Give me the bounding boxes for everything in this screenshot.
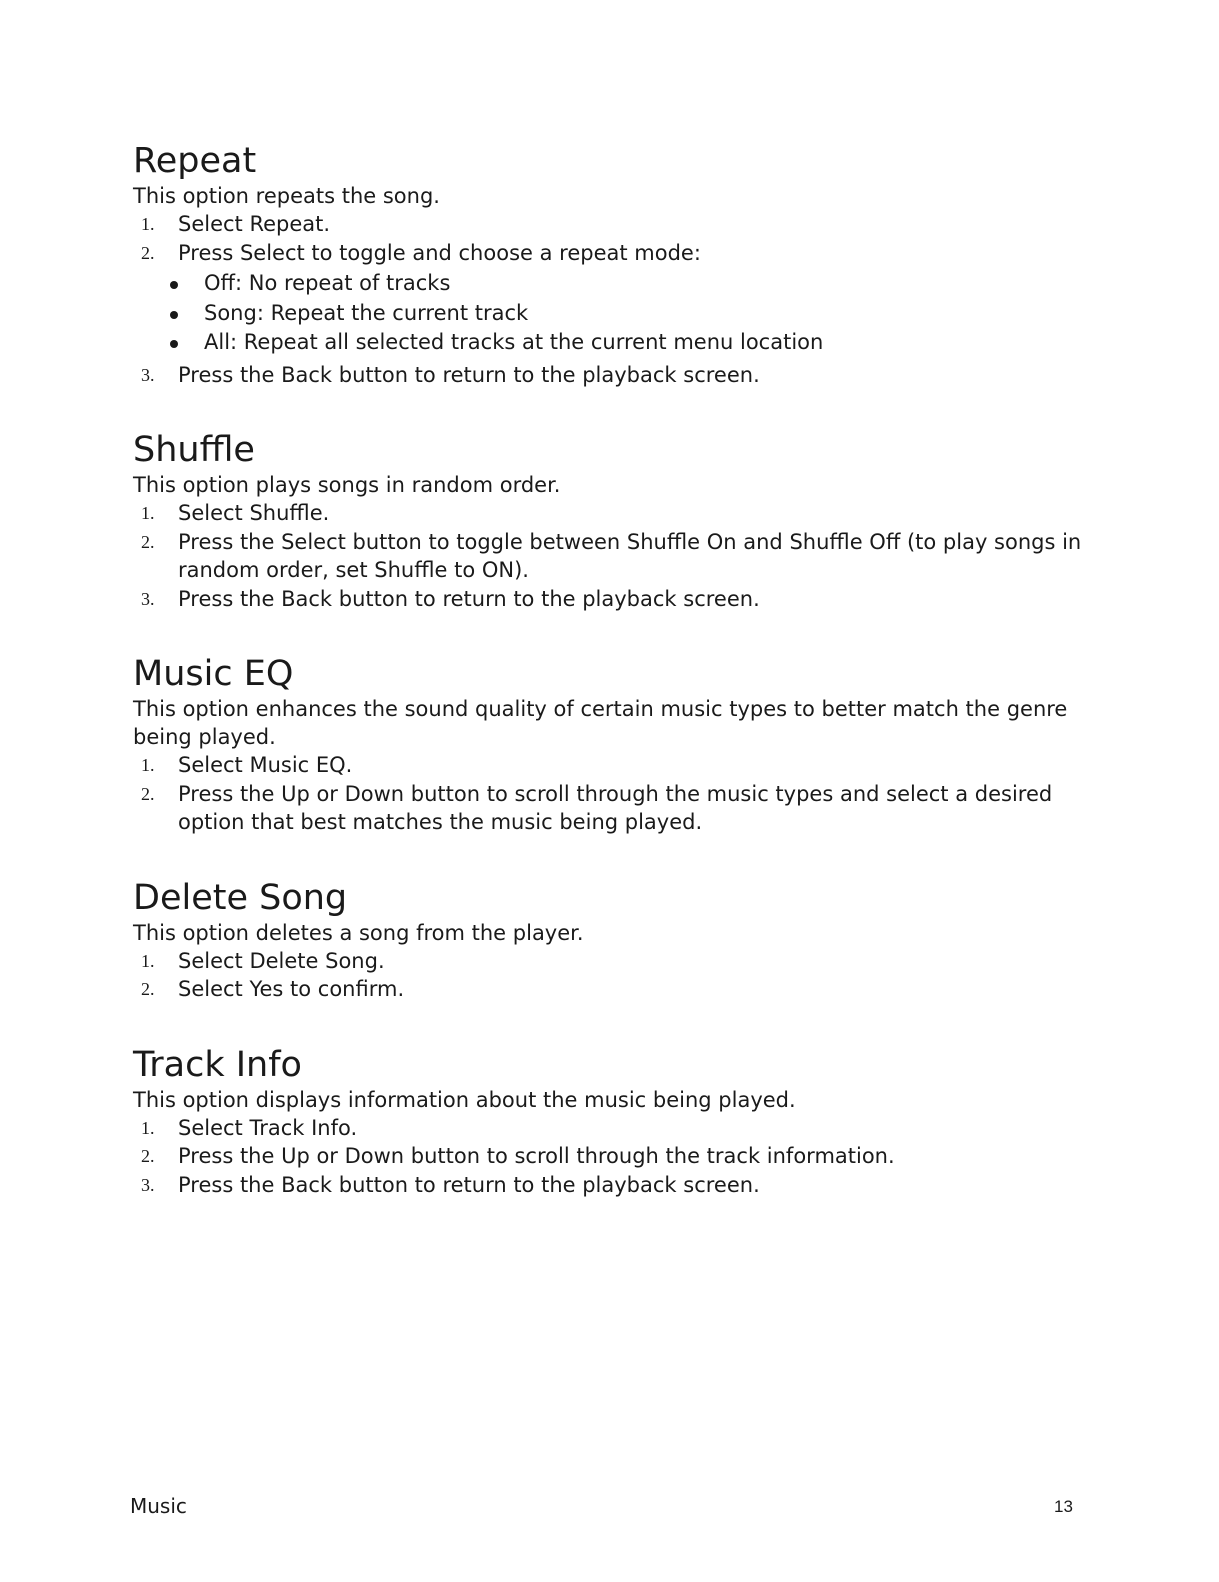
- step-text: Press the Up or Down button to scroll through the music types and select a desired option that best matches the music being played.: [178, 781, 1053, 834]
- step-number: 2.: [141, 242, 155, 263]
- bullet-icon: [170, 311, 178, 319]
- step-text: Press the Up or Down button to scroll through the track information.: [178, 1144, 895, 1168]
- step-number: 2.: [141, 1146, 155, 1166]
- step-number: 3.: [141, 588, 155, 609]
- bullet-icon: [170, 281, 178, 289]
- step-number: 1.: [141, 950, 155, 971]
- bullet-icon: [170, 340, 178, 348]
- section-intro: This option enhances the sound quality of certain music types to better match the genre being played.: [133, 697, 1068, 749]
- section-delete-song: [133, 877, 1093, 1004]
- step-text: Press the Select button to toggle between Shuffle On and Shuffle Off (to play songs in random order, set Shuffle to ON).: [178, 529, 1082, 582]
- section-intro: This option deletes a song from the player.: [133, 920, 584, 945]
- step-item: [133, 210, 1093, 239]
- step-text: Press Select to toggle and choose a repeat mode:: [178, 240, 701, 265]
- steps-list: [133, 499, 1093, 613]
- section-heading: Track Info: [133, 1044, 302, 1085]
- step-text: Select Shuffle.: [178, 501, 330, 525]
- step-number: 1.: [141, 503, 155, 523]
- step-item: [133, 361, 1093, 390]
- steps-list: [133, 751, 1093, 837]
- step-text: Select Yes to confirm.: [178, 977, 405, 1001]
- step-item: [133, 239, 1093, 358]
- step-text: Select Track Info.: [178, 1115, 358, 1140]
- section-heading: Shuffle: [133, 430, 255, 470]
- footer-page-number: 13: [1054, 1497, 1073, 1516]
- step-item: [133, 1171, 1093, 1200]
- step-number: 1.: [141, 755, 155, 775]
- step-number: 2.: [141, 979, 155, 999]
- step-item: [133, 499, 1093, 528]
- steps-list: [133, 1114, 1093, 1200]
- step-text: Press the Back button to return to the playback screen.: [178, 362, 760, 387]
- step-text: Press the Back button to return to the playback screen.: [178, 586, 760, 611]
- step-number: 3.: [141, 1174, 155, 1195]
- bullet-item: [178, 328, 1093, 358]
- step-item: [133, 780, 1093, 837]
- step-item: [133, 751, 1093, 780]
- step-text: Select Delete Song.: [178, 948, 385, 973]
- step-item: [133, 947, 1093, 976]
- bullet-item: [178, 299, 1093, 329]
- step-text: Select Repeat.: [178, 212, 331, 236]
- section-shuffle: [133, 429, 1093, 613]
- section-heading: Music EQ: [133, 654, 294, 694]
- step-item: [133, 1114, 1093, 1143]
- section-track-info: [133, 1044, 1093, 1200]
- step-number: 1.: [141, 214, 155, 234]
- section-heading: Repeat: [133, 141, 257, 181]
- page-content: [133, 140, 1093, 1199]
- step-number: 3.: [141, 364, 155, 385]
- steps-list: [133, 210, 1093, 389]
- bullet-item: [178, 269, 1093, 299]
- step-number: 1.: [141, 1117, 155, 1138]
- section-repeat: [133, 140, 1093, 389]
- section-intro: This option displays information about the music being played.: [133, 1087, 796, 1112]
- step-text: Select Music EQ.: [178, 753, 353, 777]
- step-item: [133, 528, 1093, 585]
- section-intro: This option repeats the song.: [133, 184, 440, 208]
- step-item: [133, 585, 1093, 614]
- bullet-text: Song: Repeat the current track: [204, 300, 529, 325]
- step-number: 2.: [141, 783, 155, 804]
- section-music-eq: [133, 653, 1093, 837]
- step-item: [133, 975, 1093, 1004]
- step-text: Press the Back button to return to the playback screen.: [178, 1172, 760, 1197]
- steps-list: [133, 947, 1093, 1004]
- bullet-text: All: Repeat all selected tracks at the current menu location: [204, 330, 824, 354]
- section-intro: This option plays songs in random order.: [133, 473, 561, 497]
- step-number: 2.: [141, 531, 155, 552]
- step-item: [133, 1142, 1093, 1171]
- footer-section-name: Music: [130, 1494, 187, 1518]
- repeat-modes-list: [178, 269, 1093, 358]
- section-heading: Delete Song: [133, 877, 348, 918]
- bullet-text: Off: No repeat of tracks: [204, 271, 451, 295]
